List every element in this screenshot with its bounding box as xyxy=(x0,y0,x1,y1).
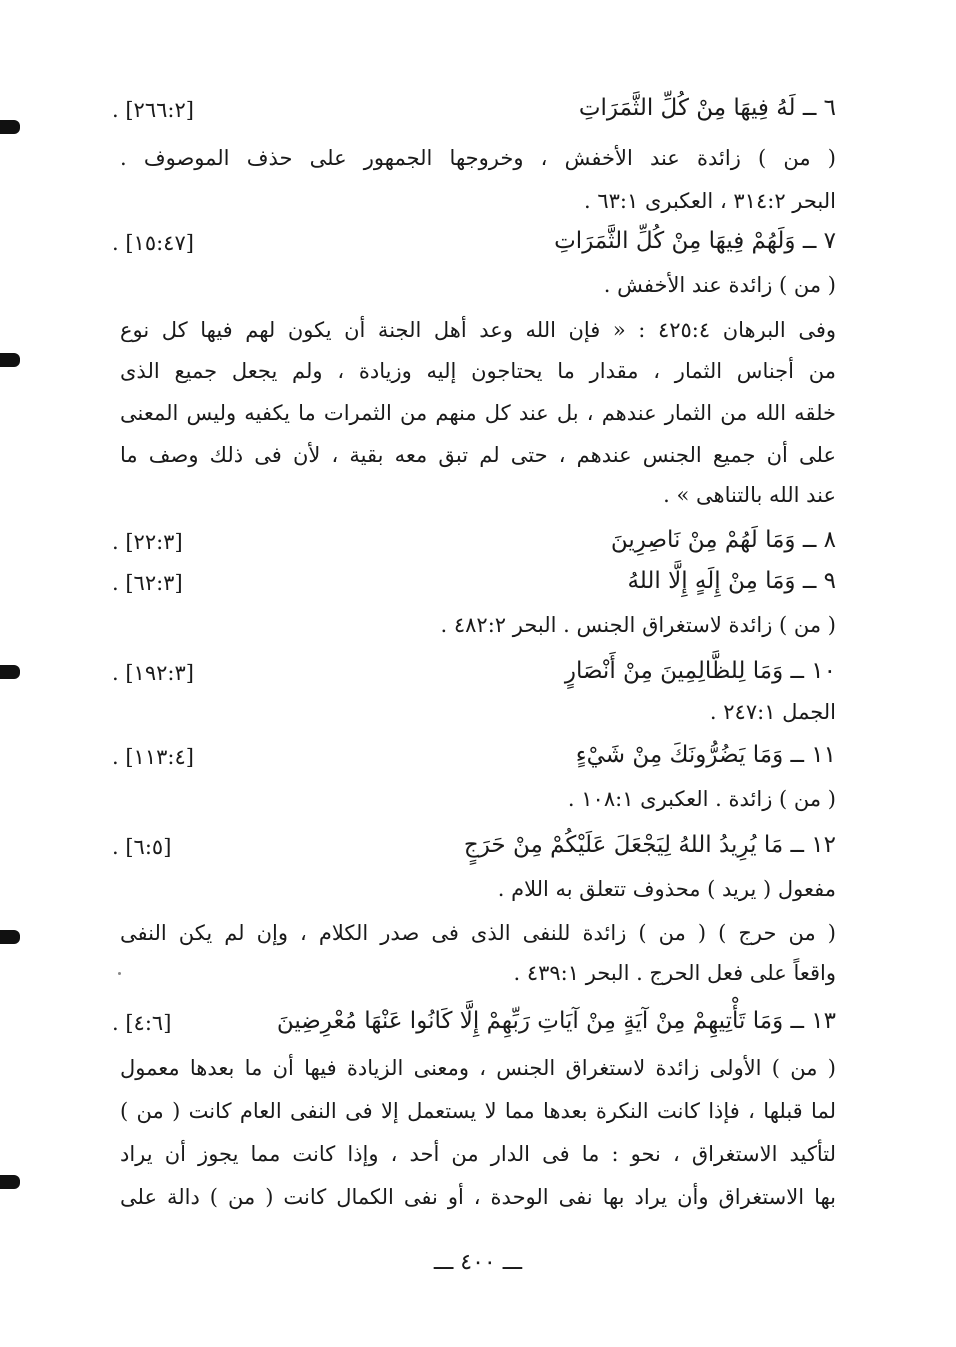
commentary-line: ( من حرج ) ( من ) زائدة للنفى الذى فى صدر الكلام ، وإن لم يكن النفى xyxy=(120,921,836,945)
verse-9-reference: [٦٢:٣] . xyxy=(112,571,183,595)
commentary-line: مفعول ( يريد ) محذوف تتعلق به اللام . xyxy=(497,877,836,901)
verse-13: ١٣ ــ وَمَا تَأْتِيهِمْ مِنْ آيَةٍ مِنْ آيَاتِ رَبِّهِمْ إِلَّا كَانُوا عَنْهَا مُعْرِضِينَ xyxy=(276,1008,836,1034)
commentary-line: ( من ) زائدة عند الأخفش ، وخروجها الجمهور على حذف الموصوف . xyxy=(120,146,836,170)
verse-8: ٨ ــ وَمَا لَهُمْ مِنْ نَاصِرِينَ xyxy=(610,527,836,553)
quote-line: عند الله بالتناهى » . xyxy=(663,483,836,507)
commentary-line: لما قبلها ، فإذا كانت النكرة بعدها مما لا يستعمل إلا فى النفى العام كانت ( من ) xyxy=(120,1099,836,1123)
commentary-line: ( من ) زائدة . العكبرى ١٠٨:١ . xyxy=(567,787,836,811)
quote-line: من أجناس الثمار ، مقدار ما يحتاجون إليه وزيادة ، ولم يجعل جميع الذى xyxy=(120,359,836,383)
page-number: ـــ ٤٠٠ ـــ xyxy=(433,1250,523,1275)
verse-6: ٦ ــ لَهُ فِيهَا مِنْ كُلِّ الثَّمَرَاتِ xyxy=(578,95,836,121)
verse-7: ٧ ــ وَلَهُمْ فِيهَا مِنْ كُلِّ الثَّمَرَاتِ xyxy=(554,228,836,254)
commentary-line: بها الاستغراق وأن يراد بها نفى الوحدة ، أو نفى الكمال كانت ( من ) دالة على xyxy=(120,1185,836,1209)
commentary-line: لتأكيد الاستغراق ، نحو : ما فى الدار من أحد ، وإذا كانت مما يجوز أن يراد xyxy=(120,1142,836,1166)
verse-11-reference: [١١٣:٤] . xyxy=(112,745,194,769)
binding-mark xyxy=(0,353,20,367)
verse-11: ١١ ــ وَمَا يَضُرُّونَكَ مِنْ شَيْءٍ xyxy=(575,742,836,768)
verse-6-reference: [٢٦٦:٢] . xyxy=(112,98,194,122)
binding-mark xyxy=(0,665,20,679)
commentary-line: الجمل ٢٤٧:١ . xyxy=(709,700,836,724)
verse-12-reference: [٦:٥] . xyxy=(112,835,172,859)
verse-7-reference: [١٥:٤٧] . xyxy=(112,231,194,255)
verse-10-reference: [١٩٢:٣] . xyxy=(112,661,194,685)
quote-line: خلقه الله من الثمار عندهم ، بل عند كل منهم من الثمرات ما يكفيه وليس المعنى xyxy=(120,401,836,425)
verse-13-reference: [٤:٦] . xyxy=(112,1011,172,1035)
commentary-line: واقعاً على فعل الحرج . البحر ٤٣٩:١ . xyxy=(513,961,836,985)
verse-12: ١٢ ــ مَا يُرِيدُ اللهُ لِيَجْعَلَ عَلَيْكُمْ مِنْ حَرَجٍ xyxy=(463,832,836,858)
binding-mark xyxy=(0,120,20,134)
quote-line: وفى البرهان ٤٢٥:٤ : « فإن الله وعد أهل الجنة أن يكون لهم فيها كل نوع xyxy=(120,318,837,342)
commentary-line: ( من ) الأولى زائدة لاستغراق الجنس ، ومعنى الزيادة فيها أن ما بعدها معمول xyxy=(120,1056,836,1080)
quote-line: على أن جميع الجنس عندهم ، حتى لم تبق معه بقية ، لأن فى ذلك وصف ما xyxy=(120,443,836,467)
verse-10: ١٠ ــ وَمَا لِلظَّالِمِينَ مِنْ أَنْصَارٍ xyxy=(564,658,836,684)
commentary-line: ( من ) زائدة لاستغراق الجنس . البحر ٤٨٢:٢ . xyxy=(440,613,836,637)
binding-mark xyxy=(0,930,20,944)
commentary-line: البحر ٣١٤:٢ ، العكبرى ٦٣:١ . xyxy=(583,189,836,213)
verse-8-reference: [٢٢:٣] . xyxy=(112,530,183,554)
verse-9: ٩ ــ وَمَا مِنْ إِلَهٍ إِلَّا اللهُ xyxy=(627,568,836,594)
binding-mark xyxy=(0,1175,20,1189)
commentary-line: ( من ) زائدة عند الأخفش . xyxy=(603,273,836,297)
